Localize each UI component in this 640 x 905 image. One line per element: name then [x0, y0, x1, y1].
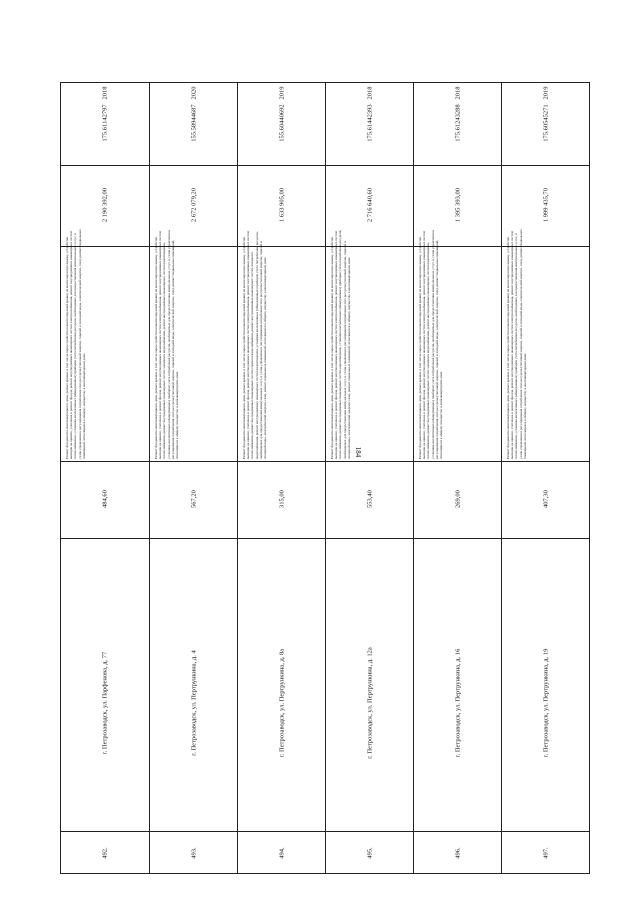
row-unit-cost: 175.60545271 [542, 104, 550, 142]
page-number: 184 [354, 446, 362, 458]
row-area: 484,60 [101, 490, 109, 508]
row-unit-cost: 175.61243288 [454, 104, 462, 142]
row-number: 492. [101, 847, 109, 859]
row-cost: 1 633 905,00 [278, 187, 286, 223]
row-cost: 2 672 079,20 [190, 187, 198, 223]
table-row [413, 83, 501, 873]
table-row [325, 83, 413, 873]
row-unit-cost: 155.58944687 [190, 104, 198, 142]
row-works: Ремонт фундамента многоквартирного дома, ремонт крыши, в том числе переустройство невентилируемой крыши на вентилируемую крышу, устройство выходов на кровлю, утепление и ремонт фасада, ремонт внутридомовых инженерных систем электроснабжения, ремонт внутридомовых инженерных систем теплоснабжения, ремонт внутридомовых инженерных систем холодного водоснабжения, ремонт внутридомовых инженерных систем водоотведения, установка коллективных (общедомовых) приборов учета потребления ресурсов, необходимых для предоставления коммунальных услуг, и узлов управления и регулирования потребления этих ресурсов (тепловой энергии, горячей и холодной воды, электрической энергии, газа), ремонт подвальных помещений, относящихся к общему имуществу в многоквартирном доме [418, 229, 444, 459]
row-address: г. Петрозаводск, ул. Пертрункина, д. 4 [190, 650, 198, 756]
row-cost: 2 716 640,60 [366, 187, 374, 223]
row-unit-cost: 175.61442393 [366, 104, 374, 142]
capital-repair-table [60, 82, 590, 874]
row-year: 2020 [190, 86, 198, 100]
row-year: 2018 [366, 86, 374, 100]
row-year: 2018 [454, 86, 462, 100]
row-works: Ремонт фундамента многоквартирного дома, ремонт крыши, в том числе переустройство невентилируемой крыши на вентилируемую крышу, устройство выходов на кровлю, утепление и ремонт фасада, ремонт внутридомовых инженерных систем электроснабжения, ремонт внутридомовых инженерных систем теплоснабжения, ремонт внутридомовых инженерных систем холодного водоснабжения, ремонт внутридомовых инженерных систем водоотведения, установка коллективных (общедомовых) приборов учета потребления ресурсов, необходимых для предоставления коммунальных услуг, и узлов управления и регулирования потребления этих ресурсов (тепловой энергии, горячей и холодной воды, электрической энергии, газа), ремонт подвальных помещений, относящихся к общему имуществу в многоквартирном доме [154, 229, 180, 459]
row-unit-cost: 175.61142797 [101, 104, 109, 142]
row-works: Ремонт фундамента многоквартирного дома, ремонт крыши, в том числе переустройство невентилируемой крыши на вентилируемую крышу, устройство выходов на кровлю, утепление и ремонт фасада, ремонт внутридомовых инженерных систем электроснабжения, ремонт внутридомовых инженерных систем теплоснабжения, ремонт внутридомовых инженерных систем водоотведения, установка коллективных (общедомовых) приборов учета потребления ресурсов, необходимых для предоставления коммунальных услуг, и узлов управления и регулирования потребления этих ресурсов (тепловой энергии, горячей и холодной воды, электрической энергии, газа), ремонт подвальных помещений, относящихся к общему имуществу в многоквартирном доме [330, 229, 351, 459]
row-area: 315,00 [278, 490, 286, 508]
row-address: г. Петрозаводск, ул. Пертрункина, д. 19 [542, 648, 550, 758]
row-year: 2019 [542, 86, 550, 100]
table-row [149, 83, 237, 873]
row-year: 2018 [101, 86, 109, 100]
row-address: г. Петрозаводск, ул. Пертрункина, д. 8а [278, 648, 286, 758]
row-works: Ремонт фундамента многоквартирного дома, ремонт крыши, в том числе переустройство невентилируемой крыши на вентилируемую крышу, устройство выходов на кровлю, утепление и ремонт фасада, ремонт внутридомовых инженерных систем электроснабжения, ремонт внутридомовых инженерных систем теплоснабжения, установка коллективных (общедомовых) приборов учета потребления ресурсов, необходимых для предоставления коммунальных услуг, и узлов управления и регулирования потребления этих ресурсов (тепловой энергии, горячей и холодной воды, электрической энергии, газа), ремонт подвальных помещений, относящихся к общему имуществу в многоквартирном доме [506, 229, 527, 459]
row-address: г. Петрозаводск, ул. Пертрункина, д. 16 [454, 648, 462, 758]
row-cost: 1 999 435,70 [542, 187, 550, 223]
row-year: 2019 [278, 86, 286, 100]
row-unit-cost: 155.60440692 [278, 104, 286, 142]
row-area: 567,20 [190, 490, 198, 508]
row-number: 493. [190, 847, 198, 859]
table-row [501, 83, 589, 873]
row-address: г. Петрозаводск, ул. Парфенова, д. 77 [101, 651, 109, 755]
row-cost: 2 190 392,00 [101, 187, 109, 223]
row-area: 407,30 [542, 490, 550, 508]
row-number: 495. [366, 847, 374, 859]
table-row [61, 83, 149, 873]
row-works: Ремонт фундамента многоквартирного дома, ремонт крыши, в том числе переустройство невентилируемой крыши на вентилируемую крышу, устройство выходов на кровлю, утепление и ремонт фасада, ремонт внутридомовых инженерных систем электроснабжения, ремонт внутридомовых инженерных систем теплоснабжения, установка коллективных (общедомовых) приборов учета потребления ресурсов, необходимых для предоставления коммунальных услуг, и узлов управления и регулирования потребления этих ресурсов (тепловой энергии, горячей и холодной воды, электрической энергии, газа), ремонт подвальных помещений, относящихся к общему имуществу в многоквартирном доме [65, 229, 86, 459]
row-number: 497. [542, 847, 550, 859]
row-number: 494. [278, 847, 286, 859]
row-cost: 1 395 393,00 [454, 187, 462, 223]
table-row [237, 83, 325, 873]
row-works: Ремонт фундамента многоквартирного дома, ремонт крыши, в том числе переустройство невентилируемой крыши на вентилируемую крышу, устройство выходов на кровлю, утепление и ремонт фасада, ремонт внутридомовых инженерных систем электроснабжения, ремонт внутридомовых инженерных систем теплоснабжения, ремонт внутридомовых инженерных систем горячего водоснабжения, ремонт внутридомовых инженерных систем холодного водоснабжения, ремонт внутридомовых инженерных систем водоотведения, установка коллективных (общедомовых) приборов учета потребления ресурсов, необходимых для предоставления коммунальных услуг, и узлов управления и регулирования потребления этих ресурсов (тепловой энергии, горячей и холодной воды, электрической энергии, газа), ремонт подвальных помещений, относящихся к общему имуществу в многоквартирном доме [242, 231, 268, 459]
row-area: 553,40 [366, 490, 374, 508]
row-address: г. Петрозаводск, ул. Пертрункина, д. 12а [366, 647, 374, 759]
row-area: 269,00 [454, 490, 462, 508]
row-number: 496. [454, 847, 462, 859]
